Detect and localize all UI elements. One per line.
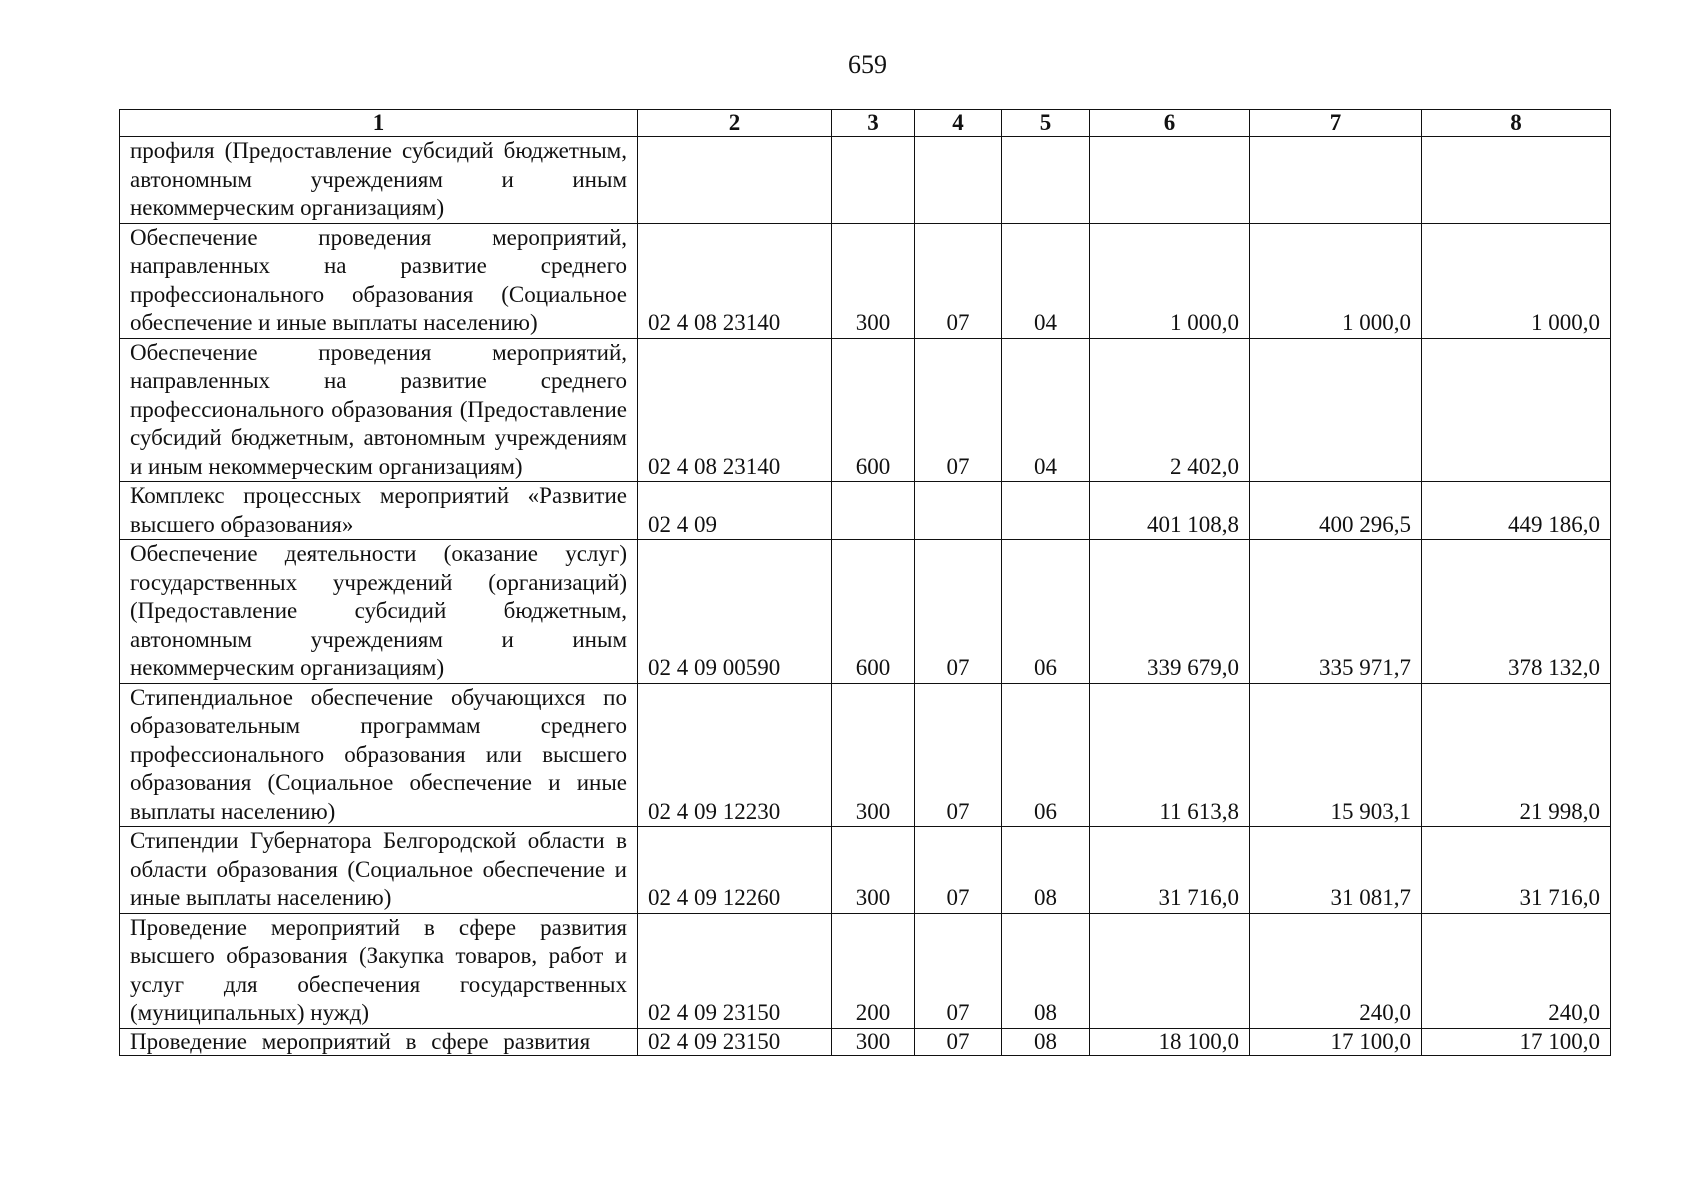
column-header-8: 8 — [1422, 110, 1611, 137]
row-code: 02 4 08 23140 — [638, 223, 832, 338]
row-description: Обеспечение деятельности (оказание услуг) государственных учреждений (организаций) (Предоставление субсидий бюджетным, автономным учреждениям и иным некоммерческим организациям) — [120, 540, 638, 684]
row-expense-type: 300 — [832, 683, 915, 827]
row-expense-type: 300 — [832, 827, 915, 914]
row-section — [915, 137, 1002, 224]
row-code: 02 4 09 12230 — [638, 683, 832, 827]
row-code: 02 4 09 12260 — [638, 827, 832, 914]
row-section: 07 — [915, 913, 1002, 1028]
row-code: 02 4 08 23140 — [638, 338, 832, 482]
table-row — [120, 540, 1611, 684]
row-amount-8: 1 000,0 — [1422, 223, 1611, 338]
row-subsection: 04 — [1002, 223, 1090, 338]
header-row — [120, 110, 1611, 137]
row-subsection: 04 — [1002, 338, 1090, 482]
row-description: профиля (Предоставление субсидий бюджетным, автономным учреждениям и иным некоммерческим организациям) — [120, 137, 638, 224]
row-amount-7: 15 903,1 — [1250, 683, 1422, 827]
row-subsection: 08 — [1002, 913, 1090, 1028]
table-row — [120, 913, 1611, 1028]
row-code: 02 4 09 00590 — [638, 540, 832, 684]
row-expense-type — [832, 137, 915, 224]
row-amount-7: 17 100,0 — [1250, 1028, 1422, 1055]
row-amount-7: 240,0 — [1250, 913, 1422, 1028]
row-section: 07 — [915, 827, 1002, 914]
row-amount-6 — [1090, 913, 1250, 1028]
row-amount-6: 2 402,0 — [1090, 338, 1250, 482]
table-row — [120, 223, 1611, 338]
row-amount-8: 17 100,0 — [1422, 1028, 1611, 1055]
row-amount-8: 240,0 — [1422, 913, 1611, 1028]
row-amount-6: 1 000,0 — [1090, 223, 1250, 338]
row-expense-type: 200 — [832, 913, 915, 1028]
row-amount-7: 400 296,5 — [1250, 482, 1422, 540]
row-amount-7: 31 081,7 — [1250, 827, 1422, 914]
row-section: 07 — [915, 223, 1002, 338]
row-expense-type — [832, 482, 915, 540]
row-amount-7 — [1250, 137, 1422, 224]
row-code: 02 4 09 — [638, 482, 832, 540]
row-expense-type: 300 — [832, 1028, 915, 1055]
column-header-6: 6 — [1090, 110, 1250, 137]
row-amount-8: 21 998,0 — [1422, 683, 1611, 827]
table-row — [120, 683, 1611, 827]
row-description: Проведение мероприятий в сфере развития высшего образования (Закупка товаров, работ и услуг для обеспечения государственных (муниципальных) нужд) — [120, 913, 638, 1028]
row-subsection — [1002, 482, 1090, 540]
row-amount-6: 31 716,0 — [1090, 827, 1250, 914]
column-header-2: 2 — [638, 110, 832, 137]
table-row — [120, 137, 1611, 224]
row-amount-8: 378 132,0 — [1422, 540, 1611, 684]
row-subsection: 08 — [1002, 1028, 1090, 1055]
table-row — [120, 482, 1611, 540]
row-amount-7 — [1250, 338, 1422, 482]
row-expense-type: 300 — [832, 223, 915, 338]
row-subsection: 06 — [1002, 540, 1090, 684]
column-header-4: 4 — [915, 110, 1002, 137]
row-description: Комплекс процессных мероприятий «Развитие высшего образования» — [120, 482, 638, 540]
page-number: 659 — [848, 50, 887, 79]
row-amount-6: 339 679,0 — [1090, 540, 1250, 684]
row-code: 02 4 09 23150 — [638, 913, 832, 1028]
row-amount-7: 1 000,0 — [1250, 223, 1422, 338]
row-amount-8 — [1422, 137, 1611, 224]
row-amount-8 — [1422, 338, 1611, 482]
row-amount-6: 11 613,8 — [1090, 683, 1250, 827]
column-header-3: 3 — [832, 110, 915, 137]
row-section: 07 — [915, 1028, 1002, 1055]
row-expense-type: 600 — [832, 540, 915, 684]
row-section: 07 — [915, 540, 1002, 684]
table-row — [120, 1028, 1611, 1055]
row-amount-6 — [1090, 137, 1250, 224]
row-description: Стипендии Губернатора Белгородской области в области образования (Социальное обеспечение и иные выплаты населению) — [120, 827, 638, 914]
row-code — [638, 137, 832, 224]
row-subsection: 08 — [1002, 827, 1090, 914]
row-code: 02 4 09 23150 — [638, 1028, 832, 1055]
row-subsection — [1002, 137, 1090, 224]
row-amount-8: 449 186,0 — [1422, 482, 1611, 540]
column-header-1: 1 — [120, 110, 638, 137]
row-section — [915, 482, 1002, 540]
row-amount-6: 18 100,0 — [1090, 1028, 1250, 1055]
row-description: Обеспечение проведения мероприятий, направленных на развитие среднего профессионального образования (Социальное обеспечение и иные выплаты населению) — [120, 223, 638, 338]
table-row — [120, 827, 1611, 914]
row-section: 07 — [915, 683, 1002, 827]
row-amount-6: 401 108,8 — [1090, 482, 1250, 540]
row-amount-8: 31 716,0 — [1422, 827, 1611, 914]
table-row — [120, 338, 1611, 482]
row-description: Проведение мероприятий в сфере развития — [120, 1028, 638, 1055]
row-amount-7: 335 971,7 — [1250, 540, 1422, 684]
row-description: Обеспечение проведения мероприятий, направленных на развитие среднего профессионального образования (Предоставление субсидий бюджетным, автономным учреждениям и иным некоммерческим организациям) — [120, 338, 638, 482]
budget-table — [119, 109, 1611, 1056]
row-subsection: 06 — [1002, 683, 1090, 827]
row-description: Стипендиальное обеспечение обучающихся по образовательным программам среднего профессионального образования или высшего образования (Социальное обеспечение и иные выплаты населению) — [120, 683, 638, 827]
row-section: 07 — [915, 338, 1002, 482]
column-header-5: 5 — [1002, 110, 1090, 137]
column-header-7: 7 — [1250, 110, 1422, 137]
row-expense-type: 600 — [832, 338, 915, 482]
